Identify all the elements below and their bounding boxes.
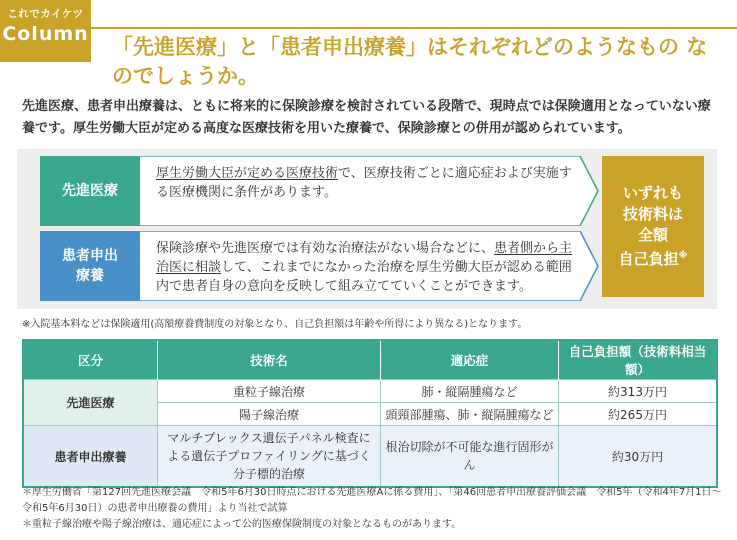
indication-cell: 頭頸部腫瘍、肺・縦隔腫瘍など: [381, 403, 559, 426]
callout-line1: いずれも: [622, 184, 683, 202]
callout-line4: [619, 246, 688, 270]
indication-cell: 肺・縦隔腫瘍など: [381, 380, 559, 403]
table-row: [23, 380, 717, 403]
tech-cell: 重粒子線治療: [158, 380, 381, 403]
header-category: 区分: [23, 340, 158, 380]
cost-cell: 約265万円: [559, 403, 718, 426]
table-header-row: [23, 340, 717, 380]
patient-request-row: [40, 231, 600, 301]
header-cost: 自己負担額（技術料相当額）: [559, 340, 718, 380]
callout-line2: 技術料は: [622, 205, 683, 223]
patient-request-underlined: 患者側から主治医に相談: [156, 241, 573, 275]
advanced-medical-row: [40, 156, 600, 226]
callout-line3: 全額: [637, 226, 668, 244]
cost-cell: 約30万円: [559, 426, 718, 488]
page-title: 「先進医療」と「患者申出療養」はそれぞれどのようなもの なのでしょうか。: [112, 35, 708, 88]
header-indication: 適応症: [381, 340, 559, 380]
intro-paragraph: 先進医療、患者申出療養は、ともに将来的に保険診療を検討されている段階で、現時点では保険適用となっていない療養です。厚生労働大臣が定める高度な医療技術を用いた療養で、保険診療との併用が認められています。: [22, 99, 711, 136]
footnote-source: ＊厚生労働省「第127回先進医療会議 令和5年6月30日時点における先進医療Aに係る費用」、「第46回患者申出療養評価会議 令和5年（令和4年7月1日～令和5年6月30日）の患者申出療養の費用」より当社で試算: [22, 487, 722, 514]
indication-cell: 根治切除が不可能な進行固形がん: [381, 426, 559, 488]
patient-request-label-text: 患者申出療養: [62, 248, 118, 284]
patient-request-text: [156, 239, 576, 296]
patient-request-pre: 保険診療や先進医療では有効な治療法がない場合などに、: [156, 241, 495, 256]
category-cell: 患者申出療養: [23, 426, 158, 488]
callout-line4-text: 自己負担: [618, 250, 679, 268]
column-badge: [0, 0, 91, 62]
header-technology: 技術名: [158, 340, 381, 380]
self-pay-callout: [602, 156, 704, 297]
cost-cell: 約313万円: [559, 380, 718, 403]
cost-table: [22, 339, 718, 488]
callout-note-mark: ※: [678, 251, 688, 261]
title-rule: [91, 27, 737, 29]
insurance-note: ※入院基本料などは保険適用(高額療養費制度の対象となり、自己負担額は年齢や所得により異なる)となります。: [22, 319, 528, 330]
advanced-medical-label: 先進医療: [40, 156, 140, 226]
patient-request-rest: して、これまでになかった治療を厚生労働大臣が認める範囲内で患者自身の意向を反映して組み立てていくことができます。: [156, 260, 572, 294]
footnotes: [22, 485, 722, 533]
tech-cell: マルチプレックス遺伝子パネル検査による遺伝子プロファイリングに基づく分子標的治療: [158, 426, 381, 488]
badge-small-text: これでカイケツ: [7, 8, 84, 20]
footnote-insurance: ＊重粒子線治療や陽子線治療は、適応症によって公的医療保険制度の対象となるものがあります。: [22, 519, 462, 530]
advanced-medical-rest: で、医療技術ごとに適応症および実施する医療機関に条件があります。: [156, 166, 572, 200]
tech-cell: 陽子線治療: [158, 403, 381, 426]
patient-request-label: [40, 231, 140, 301]
advanced-medical-text: [156, 164, 576, 202]
badge-column-text: Column: [2, 23, 89, 45]
category-cell: 先進医療: [23, 380, 158, 426]
table-row: [23, 426, 717, 488]
advanced-medical-underlined: 厚生労働大臣が定める医療技術: [156, 166, 339, 181]
